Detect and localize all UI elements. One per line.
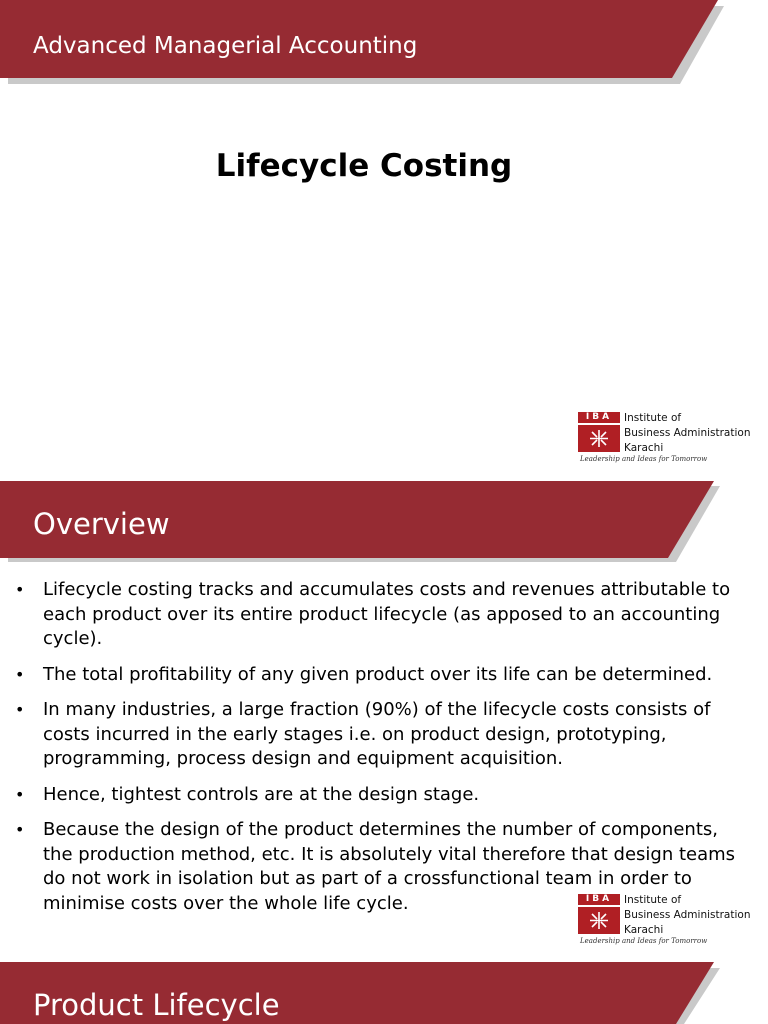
section-title: Overview [33, 507, 170, 541]
section-title: Product Lifecycle [33, 988, 280, 1022]
logo-abbr: IBA [578, 412, 620, 423]
iba-emblem-icon [578, 425, 620, 452]
logo-line-1: Institute of [624, 412, 682, 424]
slide-1-header-banner [0, 0, 768, 84]
bullet-glyph: • [15, 784, 25, 804]
list-item-text: Lifecycle costing tracks and accumulates costs and revenues attributable to each product over its entire product lifecycle (as apposed to an accounting cycle). [43, 579, 731, 649]
iba-emblem-icon [578, 907, 620, 934]
list-item-text: Because the design of the product determines the number of components, the production method, etc. It is absolutely vital therefore that design teams do not work in isolation but as part of a crossfunctional team in order to minimise costs over the whole life cycle. [43, 819, 736, 914]
list-item-text: In many industries, a large fraction (90%) of the lifecycle costs consists of costs incurred in the early stages i.e. on product design, prototyping, programming, process design and equipment acquisition. [43, 699, 711, 769]
logo-line-2: Business Administration [624, 427, 751, 439]
logo-line-1: Institute of [624, 894, 682, 906]
slide-3-header-banner [0, 960, 768, 1024]
list-item [0, 663, 768, 688]
list-item [0, 783, 768, 808]
bullet-glyph: • [15, 580, 25, 599]
list-item-text: The total profitability of any given product over its life can be determined. [43, 663, 713, 685]
logo-tagline: Leadership and Ideas for Tomorrow [580, 937, 708, 945]
slide-2-header-banner [0, 478, 768, 562]
list-item [0, 578, 768, 652]
list-item [0, 698, 768, 772]
bullet-glyph: • [15, 820, 25, 839]
list-item-text: Hence, tightest controls are at the design stage. [43, 783, 480, 805]
iba-logo [578, 412, 751, 468]
logo-line-3: Karachi [624, 924, 664, 936]
bullet-glyph: • [15, 700, 25, 719]
logo-abbr: IBA [578, 894, 620, 905]
slide-3 [0, 960, 768, 1024]
bullet-glyph: • [15, 664, 25, 684]
iba-logo [578, 894, 751, 950]
logo-line-2: Business Administration [624, 909, 751, 921]
slide-1 [0, 0, 768, 470]
logo-tagline: Leadership and Ideas for Tomorrow [580, 455, 708, 463]
course-title: Advanced Managerial Accounting [33, 33, 418, 59]
bullet-list [0, 578, 768, 927]
slide-title: Lifecycle Costing [215, 148, 513, 184]
logo-line-3: Karachi [624, 442, 664, 454]
